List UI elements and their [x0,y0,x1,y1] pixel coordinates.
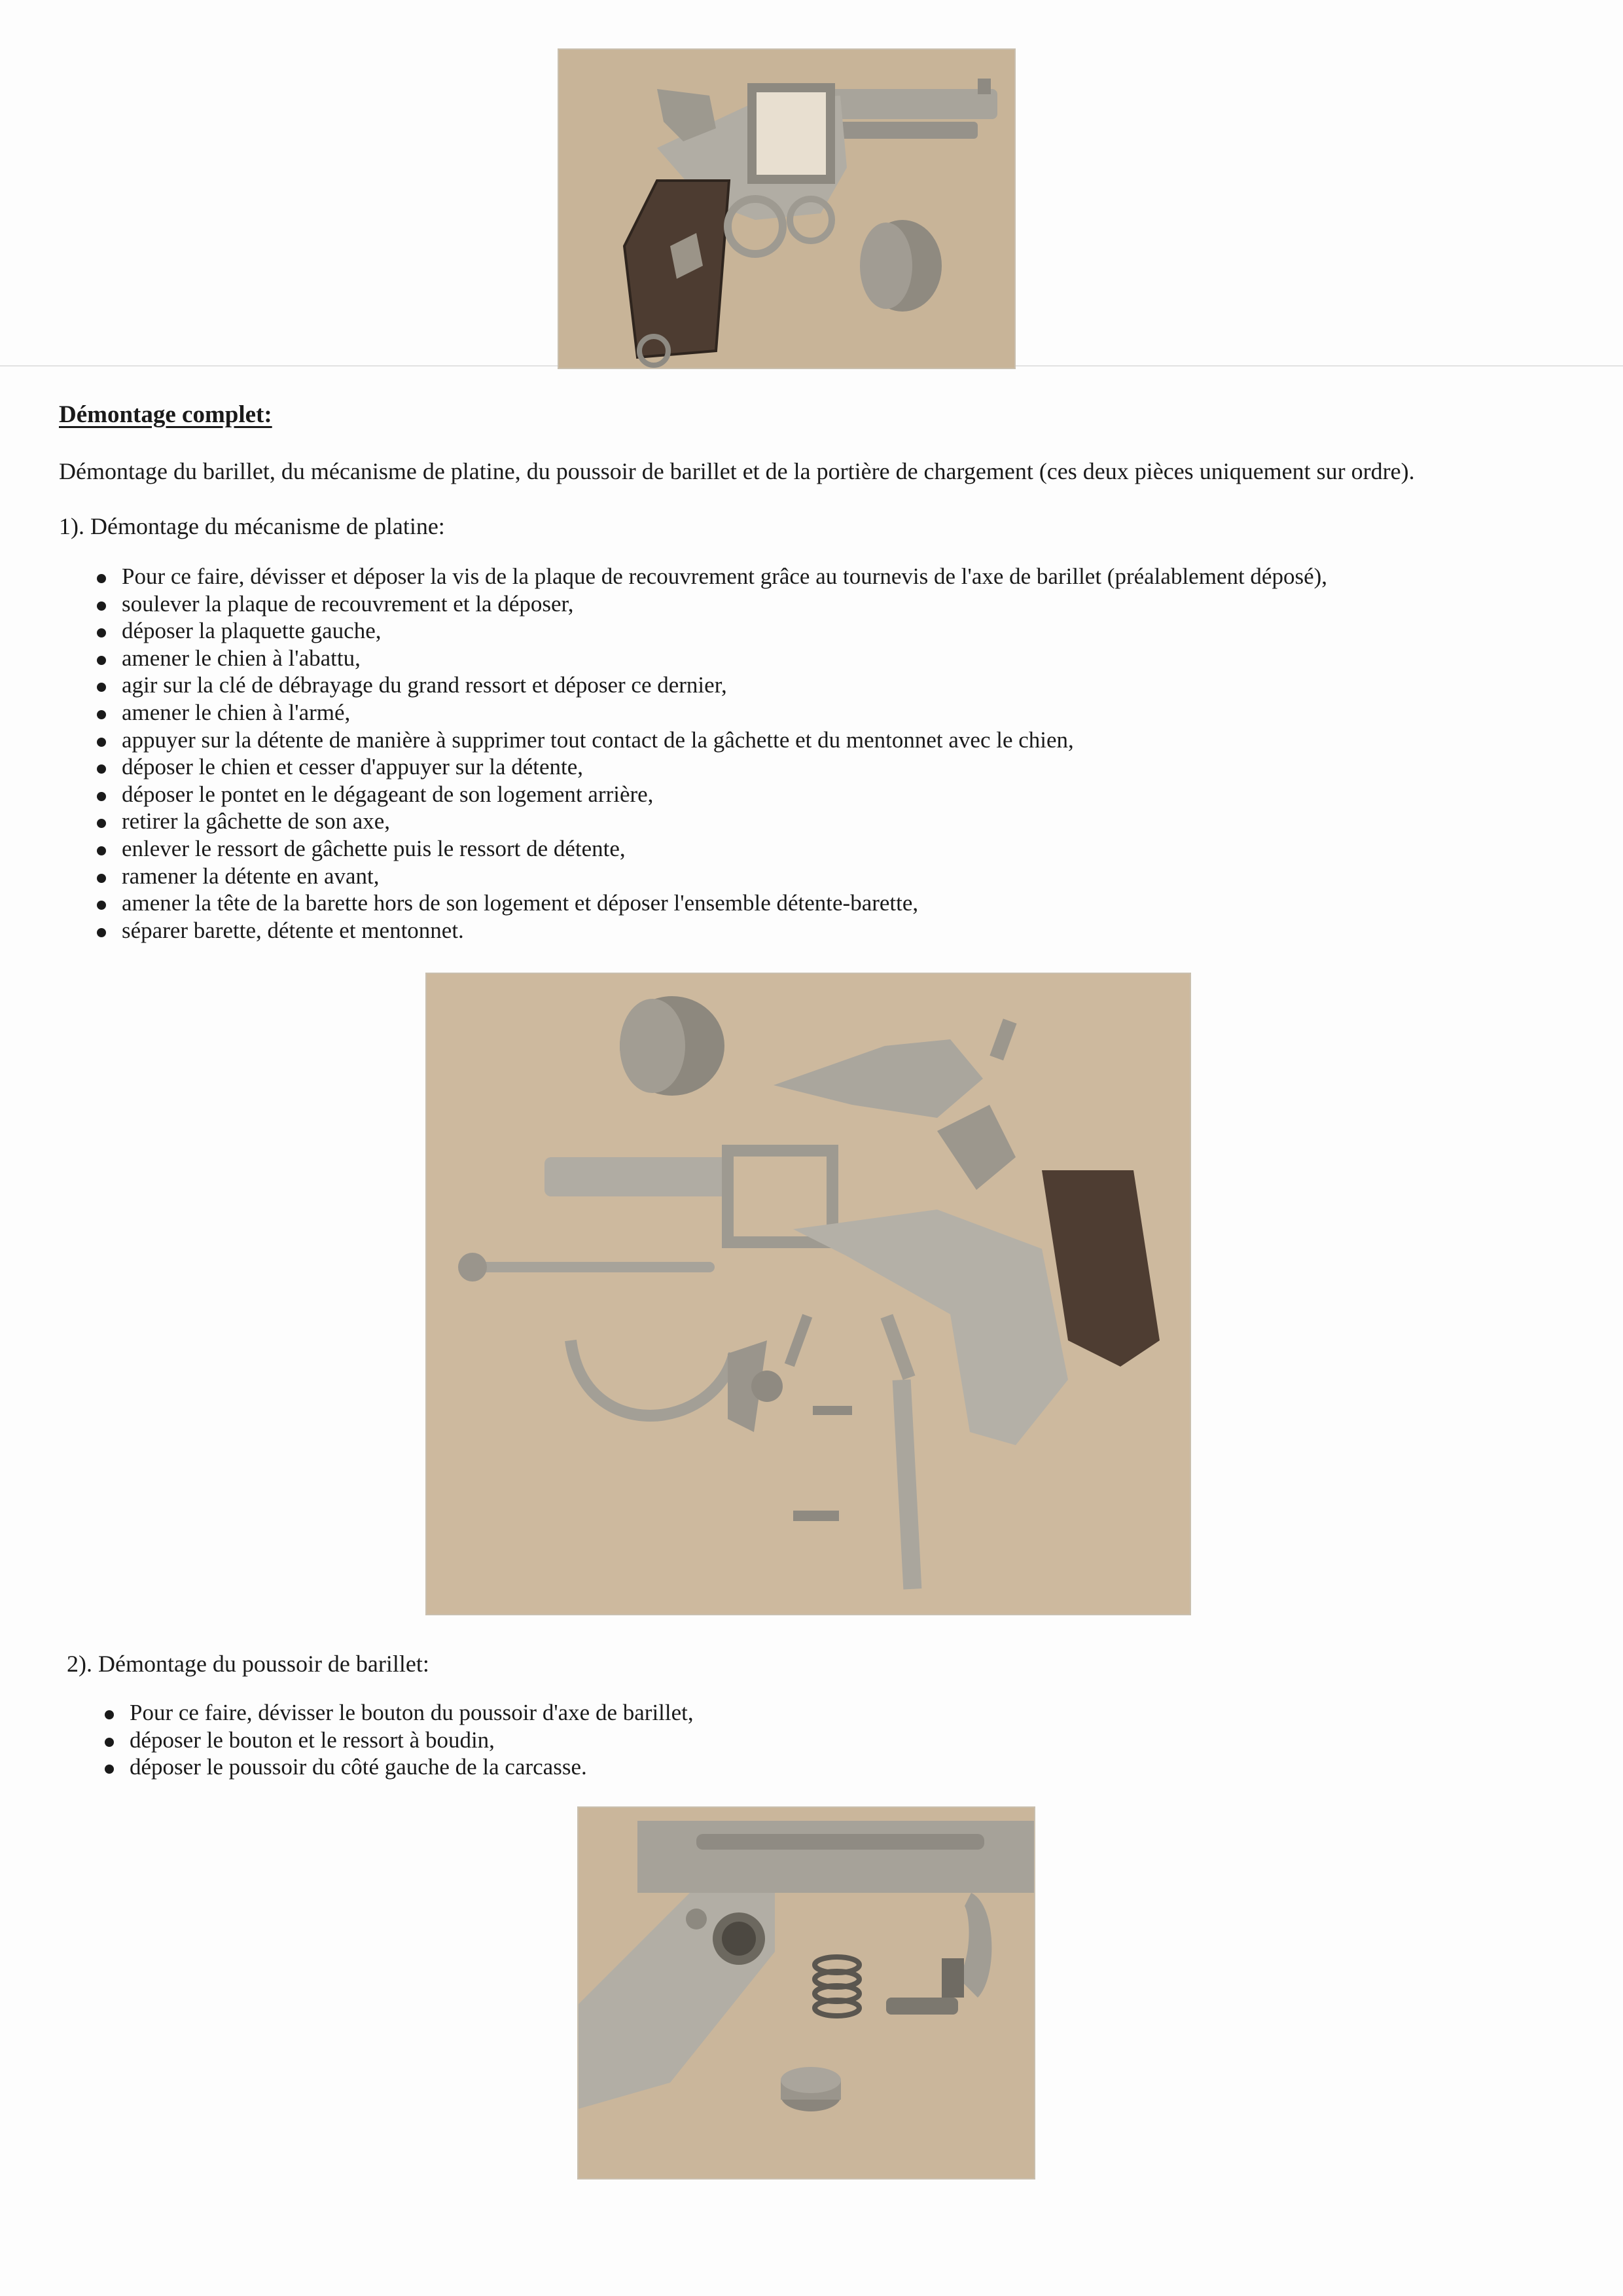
cylinder-pusher-illustration [579,1808,1034,2178]
revolver-photo [558,48,1016,369]
list-item: ramener la détente en avant, [97,863,1327,890]
list-item: déposer le pontet en le dégageant de son logement arrière, [97,781,1327,808]
list-item: agir sur la clé de débrayage du grand ressort et déposer ce dernier, [97,672,1327,699]
platine-steps-list [97,563,1327,944]
list-item: amener le chien à l'abattu, [97,645,1327,672]
list-item: retirer la gâchette de son axe, [97,808,1327,835]
poussoir-steps-list [105,1699,694,1781]
revolver-illustration [559,50,1014,368]
page-heading: Démontage complet: [59,401,272,428]
list-item: amener le chien à l'armé, [97,699,1327,726]
list-item: enlever le ressort de gâchette puis le ressort de détente, [97,835,1327,863]
cylinder-pusher-photo [577,1806,1035,2179]
list-item: séparer barette, détente et mentonnet. [97,917,1327,944]
list-item: déposer le chien et cesser d'appuyer sur la détente, [97,753,1327,781]
list-item: déposer le poussoir du côté gauche de la carcasse. [105,1753,694,1781]
list-item: Pour ce faire, dévisser le bouton du poussoir d'axe de barillet, [105,1699,694,1727]
list-item: déposer le bouton et le ressort à boudin, [105,1727,694,1754]
section-title-platine: 1). Démontage du mécanisme de platine: [59,513,445,539]
list-item: appuyer sur la détente de manière à supprimer tout contact de la gâchette et du mentonnet avec le chien, [97,726,1327,754]
intro-paragraph: Démontage du barillet, du mécanisme de platine, du poussoir de barillet et de la portière de chargement (ces deux pièces uniquement sur ordre). [59,458,1415,484]
disassembled-parts-photo [425,973,1191,1615]
list-item: Pour ce faire, dévisser et déposer la vis de la plaque de recouvrement grâce au tournevis de l'axe de barillet (préalablement déposé), [97,563,1327,590]
disassembled-parts-illustration [427,974,1190,1614]
section-title-poussoir: 2). Démontage du poussoir de barillet: [67,1651,429,1677]
list-item: amener la tête de la barette hors de son logement et déposer l'ensemble détente-barette, [97,889,1327,917]
list-item: déposer la plaquette gauche, [97,617,1327,645]
list-item: soulever la plaque de recouvrement et la déposer, [97,590,1327,618]
